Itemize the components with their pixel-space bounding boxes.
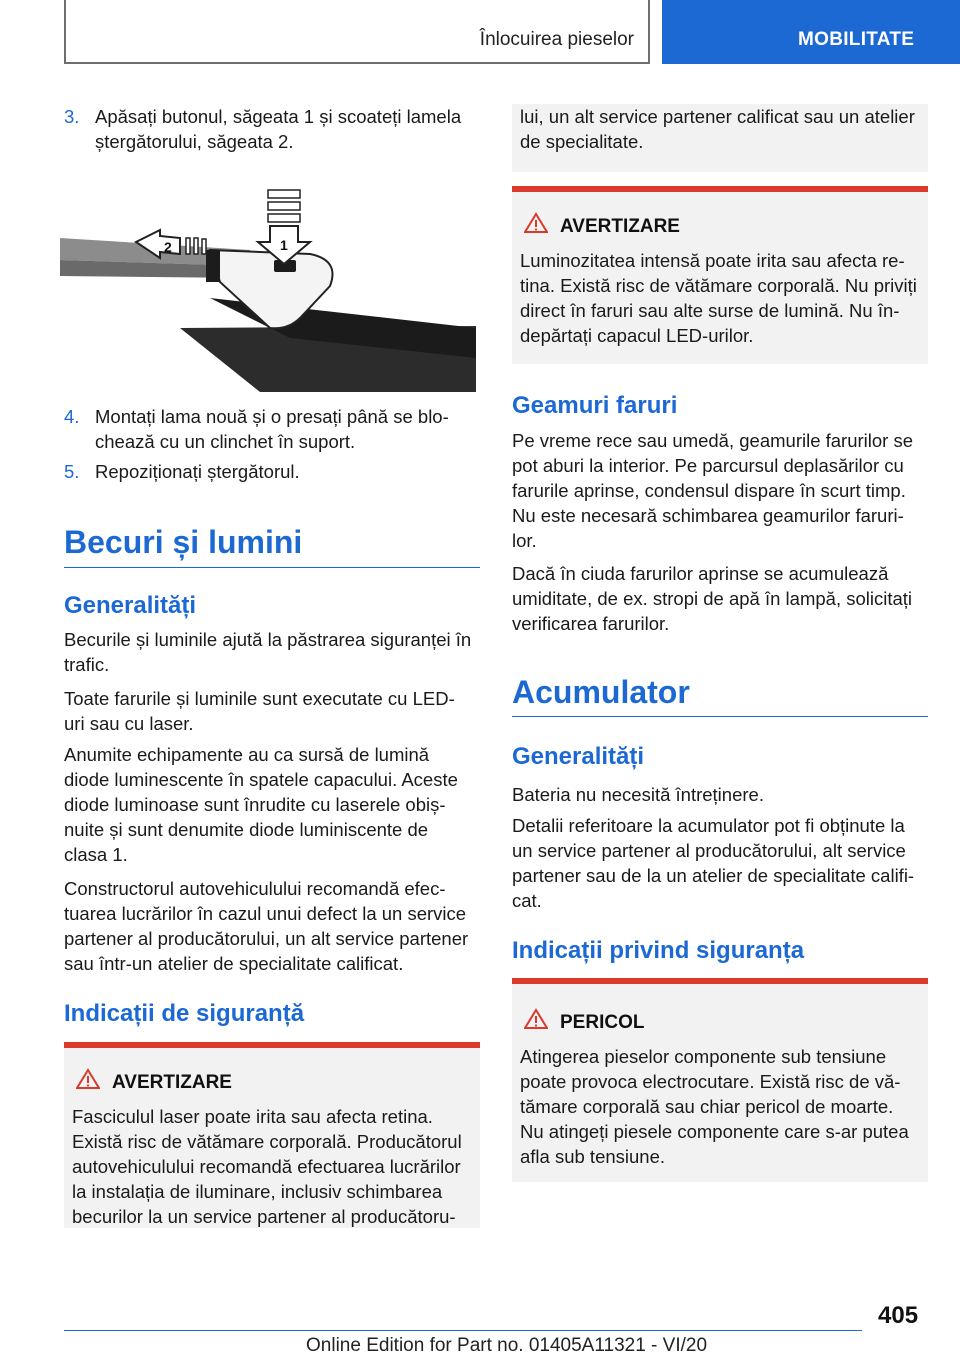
header-section-box bbox=[64, 0, 650, 64]
heading-rule bbox=[512, 716, 928, 717]
page-number: 405 bbox=[878, 1302, 919, 1329]
step-text: Apăsați butonul, săgeata 1 și scoateți lamela ștergătorului, săgeata 2. bbox=[95, 106, 462, 152]
paragraph-becuri-4: Constructorul autovehiculului recomandă efec- tuarea lucrărilor în cazul unui defect la un service partener al producătorului, un alt service partener sau într-un atelier de specialitate calificat. bbox=[64, 878, 469, 974]
heading-generalitati: Generalități bbox=[64, 592, 197, 619]
heading-indicatii-privind-siguranta: Indicații privind siguranța bbox=[512, 937, 805, 964]
header-chapter-title: MOBILITATE bbox=[798, 29, 915, 50]
warning-continuation-box bbox=[512, 104, 928, 172]
step-number: 5. bbox=[64, 461, 80, 482]
paragraph-becuri-1: Becurile și luminile ajută la păstrarea siguranței în trafic. bbox=[64, 629, 472, 675]
paragraph-geamuri-2: Dacă în ciuda farurilor aprinse se acumulează umiditate, de ex. stropi de apă în lampă, solicitați verificarea farurilor. bbox=[512, 563, 913, 634]
warning-text: Fasciculul laser poate irita sau afecta retina. Există risc de vătămare corporală. Producătorul autovehiculului recomandă efectuarea lucrărilor la instalația de iluminare, inclusiv schimbarea becurilor la un service partener al producătoru- bbox=[72, 1106, 462, 1227]
heading-rule bbox=[64, 567, 480, 568]
step-number: 3. bbox=[64, 106, 80, 127]
edition-text: Online Edition for Part no. 01405A11321 - VI/20 bbox=[306, 1335, 708, 1356]
danger-title: PERICOL bbox=[560, 1012, 645, 1033]
step-text: Repoziționați ștergătorul. bbox=[95, 461, 300, 482]
heading-generalitati-acumulator: Generalități bbox=[512, 743, 645, 770]
danger-box-voltage bbox=[512, 978, 928, 1182]
wiper-illustration bbox=[60, 178, 476, 392]
warning-box-led bbox=[512, 186, 928, 364]
step-text: Montați lama nouă și o presați până se blo- chează cu un clinchet în suport. bbox=[95, 406, 449, 452]
paragraph-acumulator-1: Bateria nu necesită întreținere. bbox=[512, 784, 764, 805]
arrow-1-label: 1 bbox=[280, 237, 288, 253]
paragraph-acumulator-2: Detalii referitoare la acumulator pot fi obținute la un service partener al producătorului, alt service partener sau de la un atelier de specialitate califi- cat. bbox=[512, 815, 915, 911]
warning-triangle-icon bbox=[76, 1068, 100, 1090]
warning-triangle-icon bbox=[524, 1008, 548, 1030]
paragraph-becuri-2: Toate farurile și luminile sunt executate cu LED- uri sau cu laser. bbox=[64, 688, 455, 734]
header-chapter-tab bbox=[662, 0, 960, 64]
heading-geamuri-faruri: Geamuri faruri bbox=[512, 392, 678, 419]
heading-becuri-si-lumini: Becuri și lumini bbox=[64, 524, 303, 560]
danger-text: Atingerea pieselor componente sub tensiune poate provoca electrocutare. Există risc de vă- tămare corporală sau chiar pericol de moarte. Nu atingeți piesele componente care s-ar putea afla sub tensiune. bbox=[520, 1046, 909, 1167]
header-section-title: Înlocuirea pieselor bbox=[479, 29, 634, 50]
paragraph-becuri-3: Anumite echipamente au ca sursă de lumină diode luminescente în spatele capacului. Aceste diode luminoase sunt înrudite cu laserele obiș- nuite și sunt denumite diode luminiscente de clasa 1. bbox=[64, 744, 458, 865]
warning-text: Luminozitatea intensă poate irita sau afecta re- tina. Există risc de vătămare corporală. Nu priviți direct în faruri sau alte surse de lumină. Nu în- depărtați capacul LED-urilor. bbox=[520, 250, 917, 346]
footer-rule bbox=[64, 1330, 862, 1331]
step-number: 4. bbox=[64, 406, 80, 427]
warning-title: AVERTIZARE bbox=[112, 1072, 232, 1093]
heading-acumulator: Acumulator bbox=[512, 674, 690, 710]
wiper-figure bbox=[60, 178, 476, 392]
arrow-2-label: 2 bbox=[164, 239, 172, 255]
warning-continuation-text: lui, un alt service partener calificat sau un atelier de specialitate. bbox=[520, 106, 915, 152]
wiper-holder-clip bbox=[206, 250, 220, 282]
warning-box-laser bbox=[64, 1042, 480, 1228]
warning-triangle-icon bbox=[524, 212, 548, 234]
heading-indicatii-de-siguranta: Indicații de siguranță bbox=[64, 1000, 305, 1027]
warning-title: AVERTIZARE bbox=[560, 216, 680, 237]
paragraph-geamuri-1: Pe vreme rece sau umedă, geamurile farurilor se pot aburi la interior. Pe parcursul deplasărilor cu farurile aprinse, condensul dispare în scurt timp. Nu este necesară schimbarea geamurilor faruri- lor. bbox=[512, 430, 914, 551]
